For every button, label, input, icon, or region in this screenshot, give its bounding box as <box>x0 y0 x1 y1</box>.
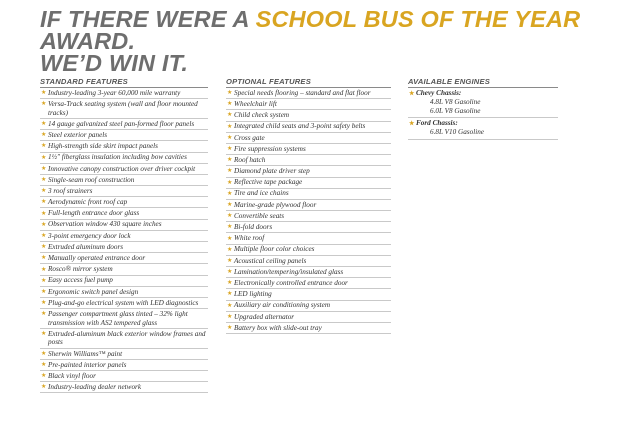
star-icon: ★ <box>227 145 233 153</box>
list-item-text: Reflective tape package <box>234 178 303 187</box>
star-icon: ★ <box>41 131 47 139</box>
star-icon: ★ <box>41 187 47 195</box>
star-icon: ★ <box>41 383 47 391</box>
engine-chassis-label <box>408 119 558 128</box>
star-icon: ★ <box>227 200 233 208</box>
list-item <box>226 155 391 166</box>
list-item-text: Extruded aluminum doors <box>48 242 124 251</box>
star-icon: ★ <box>227 111 233 119</box>
list-item-text: High-strength side skirt impact panels <box>48 142 158 151</box>
list-item-text: 3 roof strainers <box>48 186 93 195</box>
star-icon: ★ <box>227 178 233 186</box>
list-item-text: LED lighting <box>234 290 272 299</box>
list-item <box>40 309 208 329</box>
list-item-text: Special needs flooring – standard and flat floor <box>234 88 371 97</box>
list-item <box>40 220 208 231</box>
list-item <box>40 164 208 175</box>
list-item-text: Innovative canopy construction over driver cockpit <box>48 164 196 173</box>
list-item <box>40 242 208 253</box>
star-icon: ★ <box>41 220 47 228</box>
list-item <box>40 264 208 275</box>
list-item-text: Aerodynamic front roof cap <box>48 198 128 207</box>
list-item-text: Ergonomic switch panel design <box>48 287 139 296</box>
star-icon: ★ <box>227 156 233 164</box>
star-icon: ★ <box>41 349 47 357</box>
headline-text-1: IF THERE WERE A <box>40 6 256 32</box>
list-item <box>226 267 391 278</box>
list-item-text: Versa-Track seating system (wall and floor mounted tracks) <box>48 99 198 117</box>
star-icon: ★ <box>227 100 233 108</box>
headline-text-2: AWARD. <box>40 28 136 54</box>
list-item-text: Wheelchair lift <box>234 99 277 108</box>
star-icon: ★ <box>41 120 47 128</box>
star-icon: ★ <box>41 299 47 307</box>
list-item <box>40 349 208 360</box>
star-icon: ★ <box>227 223 233 231</box>
star-icon: ★ <box>41 265 47 273</box>
optional-features-heading: OPTIONAL FEATURES <box>226 77 391 88</box>
list-item-text: Electronically controlled entrance door <box>234 278 348 287</box>
star-icon: ★ <box>409 120 415 128</box>
star-icon: ★ <box>41 372 47 380</box>
list-item <box>226 133 391 144</box>
star-icon: ★ <box>41 142 47 150</box>
list-item <box>40 99 208 119</box>
standard-features-list <box>40 88 208 393</box>
star-icon: ★ <box>227 212 233 220</box>
list-item <box>226 301 391 312</box>
list-item-text: Steel exterior panels <box>48 130 108 139</box>
star-icon: ★ <box>41 287 47 295</box>
list-item-text: Diamond plate driver step <box>234 167 310 176</box>
list-item <box>40 88 208 99</box>
list-item-text: 1½″ fiberglass insulation including bow cavities <box>48 153 187 162</box>
list-item <box>40 208 208 219</box>
list-item <box>226 256 391 267</box>
list-item-text: Manually operated entrance door <box>48 254 146 263</box>
list-item-text: Multiple floor color choices <box>234 245 315 254</box>
star-icon: ★ <box>41 209 47 217</box>
list-item <box>226 245 391 256</box>
star-icon: ★ <box>41 198 47 206</box>
list-item <box>40 119 208 130</box>
list-item-text: 14 gauge galvanized steel pan-formed floor panels <box>48 119 195 128</box>
star-icon: ★ <box>41 254 47 262</box>
list-item-text: Single-seam roof construction <box>48 175 135 184</box>
star-icon: ★ <box>409 90 415 97</box>
list-item <box>226 88 391 99</box>
star-icon: ★ <box>227 89 233 97</box>
star-icon: ★ <box>227 122 233 130</box>
headline-accent: SCHOOL BUS OF THE YEAR <box>255 6 581 32</box>
list-item <box>226 178 391 189</box>
list-item-text: Acoustical ceiling panels <box>234 256 307 265</box>
engine-chassis-label <box>408 89 558 98</box>
list-item <box>40 231 208 242</box>
list-item-text: Fire suppression systems <box>234 144 306 153</box>
star-icon: ★ <box>41 164 47 172</box>
engine-groups <box>408 88 558 140</box>
list-item <box>226 211 391 222</box>
list-item-text: Passenger compartment glass tinted – 32% light transmission with AS2 tempered glass <box>48 309 188 327</box>
engine-group <box>408 118 558 140</box>
headline-line-2: WE’D WIN IT. <box>40 50 189 76</box>
star-icon: ★ <box>41 176 47 183</box>
list-item-text: Plug-and-go electrical system with LED diagnostics <box>48 298 199 307</box>
list-item-text: Child check system <box>234 111 290 120</box>
list-item <box>40 360 208 371</box>
list-item <box>226 110 391 121</box>
star-icon: ★ <box>227 133 233 141</box>
list-item-text: White roof <box>234 234 265 243</box>
list-item <box>40 186 208 197</box>
star-icon: ★ <box>41 100 47 108</box>
list-item-text: Observation window 430 square inches <box>48 220 162 229</box>
star-icon: ★ <box>227 279 233 287</box>
list-item-text: Cross gate <box>234 133 265 142</box>
list-item-text: Extruded-aluminum black exterior window frames and posts <box>48 329 206 347</box>
list-item <box>40 197 208 208</box>
star-icon: ★ <box>227 301 233 309</box>
standard-features-heading: STANDARD FEATURES <box>40 77 208 88</box>
list-item <box>226 312 391 323</box>
star-icon: ★ <box>41 231 47 239</box>
list-item <box>226 323 391 334</box>
star-icon: ★ <box>227 189 233 197</box>
list-item-text: Bi-fold doors <box>234 223 273 232</box>
list-item-text: Tire and ice chains <box>234 189 289 198</box>
list-item-text: Easy access fuel pump <box>48 276 113 285</box>
list-item-text: Black vinyl floor <box>48 371 96 380</box>
list-item <box>226 233 391 244</box>
list-item <box>40 298 208 309</box>
headline <box>40 8 620 74</box>
star-icon: ★ <box>41 276 47 284</box>
list-item-text: Rosco® mirror system <box>48 265 113 274</box>
optional-features-list <box>226 88 391 334</box>
list-item <box>226 200 391 211</box>
star-icon: ★ <box>227 256 233 264</box>
list-item-text: Pre-painted interior panels <box>48 360 127 369</box>
star-icon: ★ <box>227 324 233 332</box>
list-item <box>226 278 391 289</box>
engine-option: 6.0L V8 Gasoline <box>430 106 481 115</box>
star-icon: ★ <box>227 312 233 320</box>
list-item <box>40 329 208 349</box>
list-item <box>40 382 208 393</box>
list-item-text: Full-length entrance door glass <box>48 209 140 218</box>
star-icon: ★ <box>227 167 233 175</box>
list-item-text: 3-point emergency door lock <box>48 231 131 240</box>
list-item <box>226 99 391 110</box>
list-item-text: Lamination/tempering/insulated glass <box>234 267 344 276</box>
headline-line-1 <box>40 8 620 52</box>
list-item <box>40 287 208 298</box>
list-item-text: Integrated child seats and 3-point safety belts <box>234 122 366 131</box>
list-item <box>40 141 208 152</box>
star-icon: ★ <box>227 268 233 276</box>
standard-features-column <box>40 77 208 393</box>
list-item <box>226 144 391 155</box>
list-item <box>40 371 208 382</box>
star-icon: ★ <box>41 243 47 251</box>
list-item <box>226 122 391 133</box>
star-icon: ★ <box>227 234 233 242</box>
engine-option: 6.8L V10 Gasoline <box>430 128 484 137</box>
list-item <box>40 153 208 164</box>
list-item-text: Marine-grade plywood floor <box>234 200 317 209</box>
list-item <box>40 276 208 287</box>
list-item <box>226 189 391 200</box>
list-item <box>40 253 208 264</box>
available-engines-column <box>408 77 558 140</box>
star-icon: ★ <box>41 153 47 161</box>
list-item-text: Roof hatch <box>234 155 266 164</box>
available-engines-heading: AVAILABLE ENGINES <box>408 77 558 88</box>
list-item-text: Upgraded alternator <box>234 312 295 321</box>
engine-chassis-text: Chevy Chassis: <box>416 89 462 97</box>
optional-features-column <box>226 77 391 334</box>
list-item-text: Industry-leading dealer network <box>48 383 142 392</box>
star-icon: ★ <box>227 290 233 298</box>
list-item-text: Sherwin Williams™ paint <box>48 349 123 358</box>
engine-option: 4.8L V8 Gasoline <box>430 98 481 106</box>
star-icon: ★ <box>41 89 47 97</box>
list-item-text: Battery box with slide-out tray <box>234 323 322 332</box>
engine-chassis-text: Ford Chassis: <box>416 119 458 128</box>
list-item-text: Industry-leading 3-year 60,000 mile warranty <box>48 88 181 97</box>
list-item <box>40 130 208 141</box>
star-icon: ★ <box>227 245 233 253</box>
list-item <box>226 289 391 300</box>
engine-group <box>408 88 558 118</box>
star-icon: ★ <box>41 330 47 338</box>
list-item-text: Convertible seats <box>234 211 285 220</box>
list-item-text: Auxiliary air conditioning system <box>234 301 331 310</box>
list-item <box>226 222 391 233</box>
list-item <box>226 166 391 177</box>
star-icon: ★ <box>41 310 47 318</box>
list-item <box>40 175 208 186</box>
star-icon: ★ <box>41 361 47 368</box>
